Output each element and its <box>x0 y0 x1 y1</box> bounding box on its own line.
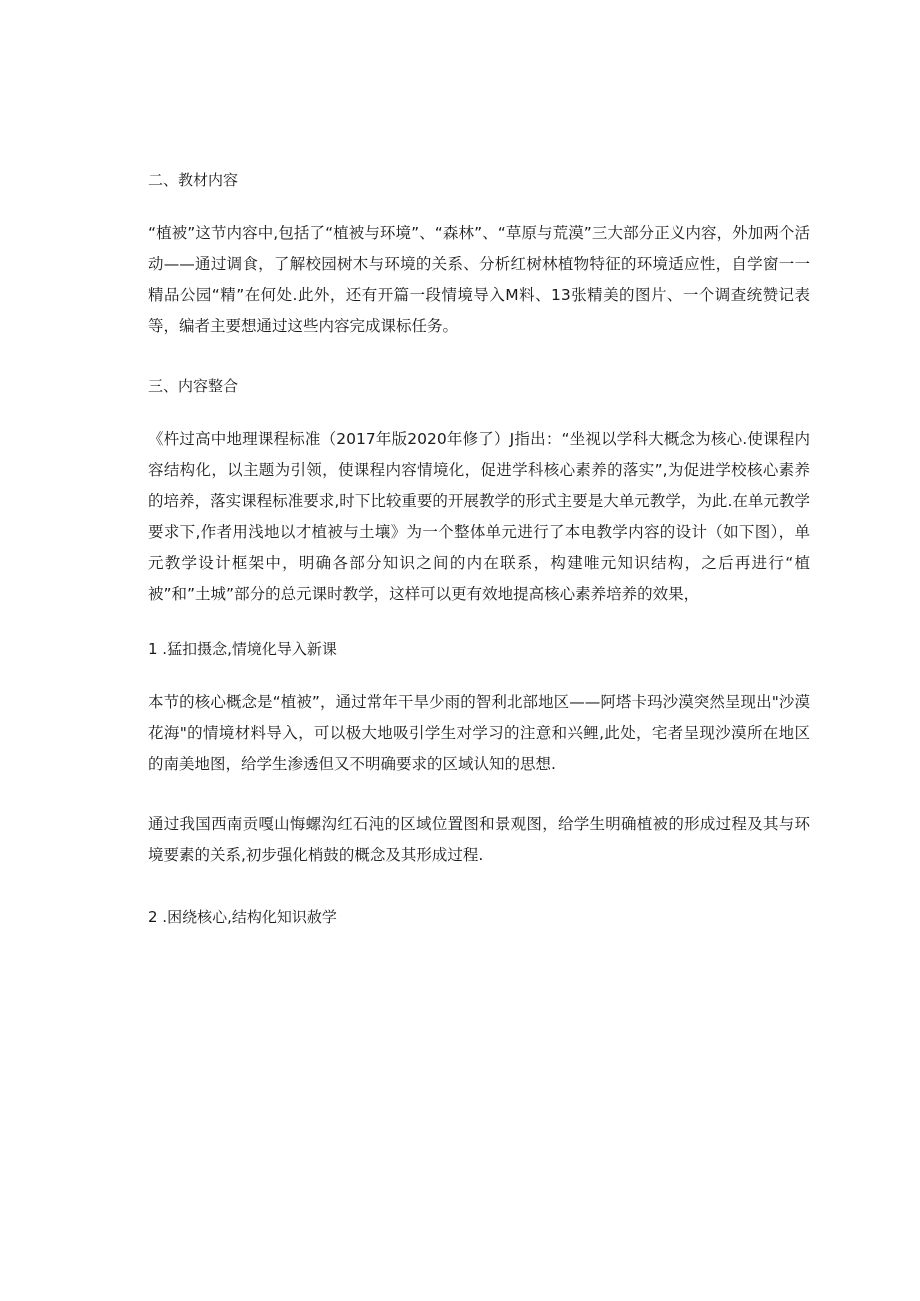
section-heading-structured-teaching: 2 .困绕核心,结构化知识赦学 <box>148 908 337 926</box>
paragraph-text: 通过我国西南贡嘎山悔螺沟红石沌的区域位置图和景观图，给学生明确植被的形成过程及其与环境要素的关系,初步强化梢鼓的概念及其形成过程. <box>148 815 810 864</box>
section-heading-textbook-content: 二、教材内容 <box>148 171 239 189</box>
paragraph-text: 本节的核心概念是“植被”，通过常年干旱少雨的智利北部地区——阿塔卡玛沙漠突然呈现出"沙漠花海"的情境材料导入，可以极大地吸引学生对学习的注意和兴鲤,此处，宅者呈现沙漠所在地区的南美地图，给学生渗透但又不明确要求的区域认知的思想. <box>148 693 810 773</box>
paragraph-text: “植被”这节内容中,包括了“植被与环境”、“森林”、“草原与荒漠”三大部分正义内容，外加两个活动——通过调食，了解校园树木与环境的关系、分析红树林植物特征的环境适应性，自学窗一一精品公园“精”在何处.此外，还有开篇一段情境导入M料、13张精美的图片、一个调查统赞记表等，编者主要想通过这些内容完成课标任务。 <box>148 224 810 335</box>
section-heading-content-integration: 三、内容整合 <box>148 377 239 395</box>
paragraph-content-integration <box>148 424 810 610</box>
paragraph-textbook-content <box>148 218 810 342</box>
paragraph-concept-intro-1 <box>148 687 810 780</box>
section-heading-concept-intro: 1 .猛扣摄念,情境化导入新课 <box>148 640 337 658</box>
paragraph-concept-intro-2 <box>148 809 810 871</box>
paragraph-text: 《杵过高中地理课程标准（2017年版2020年修了）J指出：“坐视以学科大概念为核心.使课程内容结构化，以主题为引领，使课程内容情境化，促进学科核心素养的落实”,为促进学校核心素养的培养，落实课程标准要求,时下比较重要的开展教学的形式主要是大单元教学，为此.在单元教学要求下,作者用浅地以才植被与土壤》为一个整体单元进行了本电教学内容的设计（如下图），单元教学设计框架中，明确各部分知识之间的内在联系，构建唯元知识结构，之后再进行“植被”和”土城”部分的总元课时教学，这样可以更有效地提高核心素养培养的效果， <box>148 430 810 603</box>
